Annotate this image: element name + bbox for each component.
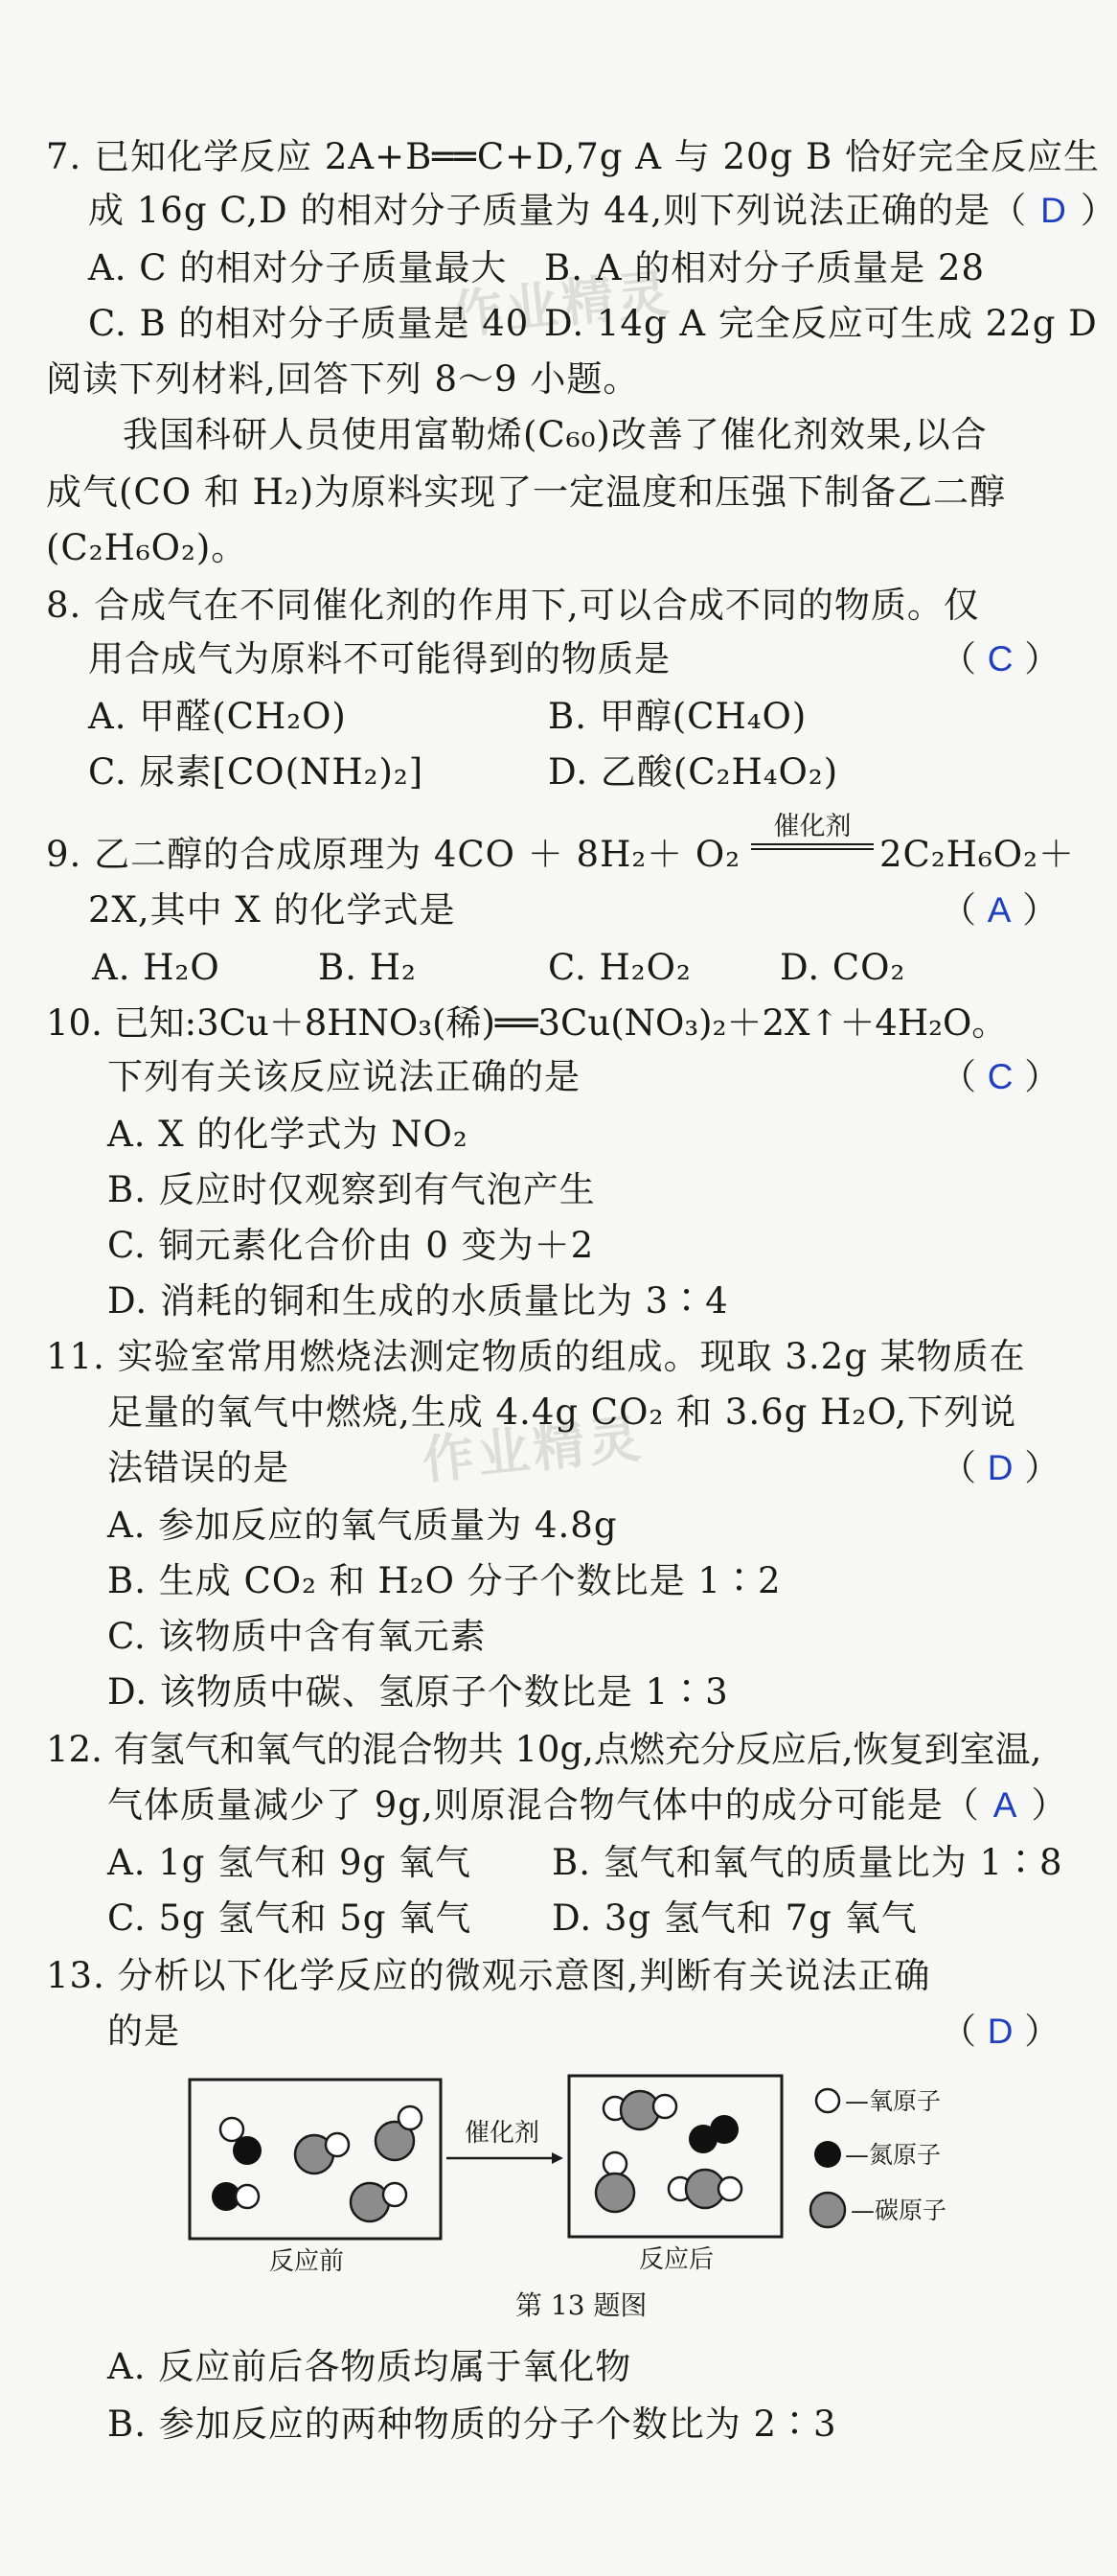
q10-option-d: D. 消耗的铜和生成的水质量比为 3∶4 <box>107 1280 729 1322</box>
answer-mark: D <box>987 1448 1014 1487</box>
q11-stem-line1: 11. 实验室常用燃烧法测定物质的组成。现取 3.2g 某物质在 <box>46 1336 1026 1377</box>
q7-option-a: A. C 的相对分子质量最大 <box>88 247 508 288</box>
oxygen-atom <box>326 2133 349 2156</box>
q9-option-c: C. H₂O₂ <box>548 947 692 988</box>
q13-micro-diagram <box>182 2060 1006 2290</box>
nitrogen-atom <box>233 2136 262 2165</box>
q9-answer-paren: （ A ） <box>941 889 1059 931</box>
q11-stem-line3: 法错误的是 <box>107 1447 289 1488</box>
q11-option-b: B. 生成 CO₂ 和 H₂O 分子个数比是 1∶2 <box>107 1560 782 1601</box>
oxygen-legend-icon <box>816 2089 839 2112</box>
q10-option-a: A. X 的化学式为 NO₂ <box>107 1114 468 1155</box>
legend-carbon: —碳原子 <box>851 2196 947 2224</box>
q8-option-d: D. 乙酸(C₂H₄O₂) <box>548 751 839 793</box>
reading-para-line3: (C₂H₆O₂)。 <box>46 527 248 568</box>
answer-mark: C <box>987 1057 1014 1096</box>
q13-option-b: B. 参加反应的两种物质的分子个数比为 2∶3 <box>107 2404 837 2445</box>
q9-catalyst-label: 催化剂 <box>773 812 852 841</box>
q11-option-d: D. 该物质中碳、氢原子个数比是 1∶3 <box>107 1671 729 1713</box>
q10-stem-line1: 10. 已知:3Cu＋8HNO₃(稀)══3Cu(NO₃)₂＋2X↑＋4H₂O。 <box>46 1002 1008 1044</box>
q12-option-d: D. 3g 氢气和 7g 氧气 <box>552 1898 918 1939</box>
q12-stem-line1: 12. 有氢气和氧气的混合物共 10g,点燃充分反应后,恢复到室温, <box>46 1729 1042 1770</box>
q9-stem-line1b: 2C₂H₆O₂＋ <box>879 834 1075 875</box>
oxygen-atom <box>383 2183 406 2206</box>
q8-option-b: B. 甲醇(CH₄O) <box>548 696 808 737</box>
answer-mark: A <box>987 890 1012 930</box>
q8-stem-line1: 8. 合成气在不同催化剂的作用下,可以合成不同的物质。仅 <box>46 585 980 626</box>
arrow-head <box>552 2152 563 2164</box>
after-molecules <box>596 2091 741 2212</box>
before-molecules <box>212 2106 422 2221</box>
q10-option-c: C. 铜元素化合价由 0 变为＋2 <box>107 1225 595 1266</box>
q8-answer-paren: （ C ） <box>941 638 1060 679</box>
q9-stem-line1a: 9. 乙二醇的合成原理为 4CO ＋ 8H₂＋ O₂ <box>46 834 741 875</box>
q13-stem-line2: 的是 <box>107 2011 180 2052</box>
q11-option-c: C. 该物质中含有氧元素 <box>107 1616 487 1657</box>
q12-option-a: A. 1g 氢气和 9g 氧气 <box>107 1842 471 1883</box>
answer-mark: C <box>987 639 1014 678</box>
q7-option-b: B. A 的相对分子质量是 28 <box>544 247 986 288</box>
after-label: 反应后 <box>638 2245 715 2274</box>
q8-option-a: A. 甲醛(CH₂O) <box>88 696 347 737</box>
oxygen-atom <box>399 2106 422 2129</box>
q13-option-a: A. 反应前后各物质均属于氧化物 <box>107 2346 632 2387</box>
q9-option-b: B. H₂ <box>318 947 417 988</box>
carbon-legend-icon <box>810 2193 845 2227</box>
figure-caption: 第 13 题图 <box>515 2289 648 2321</box>
reading-intro: 阅读下列材料,回答下列 8～9 小题。 <box>46 358 640 400</box>
nitrogen-atom <box>710 2115 739 2144</box>
q13-answer-paren: （ D ） <box>941 2011 1060 2052</box>
reading-para-line2: 成气(CO 和 H₂)为原料实现了一定温度和压强下制备乙二醇 <box>46 472 1007 513</box>
q13-stem-line1: 13. 分析以下化学反应的微观示意图,判断有关说法正确 <box>46 1955 931 1996</box>
oxygen-atom <box>604 2152 627 2175</box>
q12-stem-line2: 气体质量减少了 9g,则原混合物气体中的成分可能是（ A ） <box>107 1784 1068 1826</box>
legend-oxygen: —氧原子 <box>845 2087 942 2115</box>
q9-reaction-arrow <box>751 843 874 850</box>
before-label: 反应前 <box>268 2247 345 2276</box>
q12-option-b: B. 氢气和氧气的质量比为 1∶8 <box>552 1842 1063 1883</box>
q7-option-c: C. B 的相对分子质量是 40 <box>88 303 530 344</box>
catalyst-label: 催化剂 <box>464 2119 540 2148</box>
q11-stem-line2: 足量的氧气中燃烧,生成 4.4g CO₂ 和 3.6g H₂O,下列说 <box>107 1392 1017 1433</box>
q7-stem-line2: 成 16g C,D 的相对分子质量为 44,则下列说法正确的是（ D ） <box>88 190 1117 231</box>
oxygen-atom <box>653 2095 676 2118</box>
q11-option-a: A. 参加反应的氧气质量为 4.8g <box>107 1505 618 1546</box>
legend-nitrogen: —氮原子 <box>845 2141 942 2169</box>
carbon-atom <box>596 2174 634 2212</box>
nitrogen-legend-icon <box>814 2141 841 2168</box>
watermark: 作业精灵 <box>447 263 676 346</box>
q10-option-b: B. 反应时仅观察到有气泡产生 <box>107 1169 596 1210</box>
q7-option-d: D. 14g A 完全反应可生成 22g D <box>544 303 1098 344</box>
q12-option-c: C. 5g 氢气和 5g 氧气 <box>107 1898 472 1939</box>
q7-stem-line1: 7. 已知化学反应 2A+B══C+D,7g A 与 20g B 恰好完全反应生 <box>46 136 1100 177</box>
oxygen-atom <box>220 2118 243 2141</box>
q8-option-c: C. 尿素[CO(NH₂)₂] <box>88 751 424 793</box>
answer-mark: A <box>992 1785 1018 1825</box>
answer-mark: D <box>1040 191 1067 230</box>
watermark: 作业精灵 <box>419 1408 648 1491</box>
carbon-atom <box>351 2183 389 2221</box>
q11-answer-paren: （ D ） <box>941 1447 1060 1488</box>
oxygen-atom <box>718 2177 741 2200</box>
q9-option-a: A. H₂O <box>92 947 220 988</box>
answer-mark: D <box>987 2012 1014 2051</box>
oxygen-atom <box>236 2185 259 2208</box>
q10-answer-paren: （ C ） <box>941 1056 1060 1097</box>
q10-stem-line2: 下列有关该反应说法正确的是 <box>107 1056 581 1097</box>
reading-para-line1: 我国科研人员使用富勒烯(C₆₀)改善了催化剂效果,以合 <box>123 414 988 455</box>
q9-stem-line2: 2X,其中 X 的化学式是 <box>88 889 456 931</box>
q8-stem-line2: 用合成气为原料不可能得到的物质是 <box>88 638 671 679</box>
q9-option-d: D. CO₂ <box>780 947 906 988</box>
